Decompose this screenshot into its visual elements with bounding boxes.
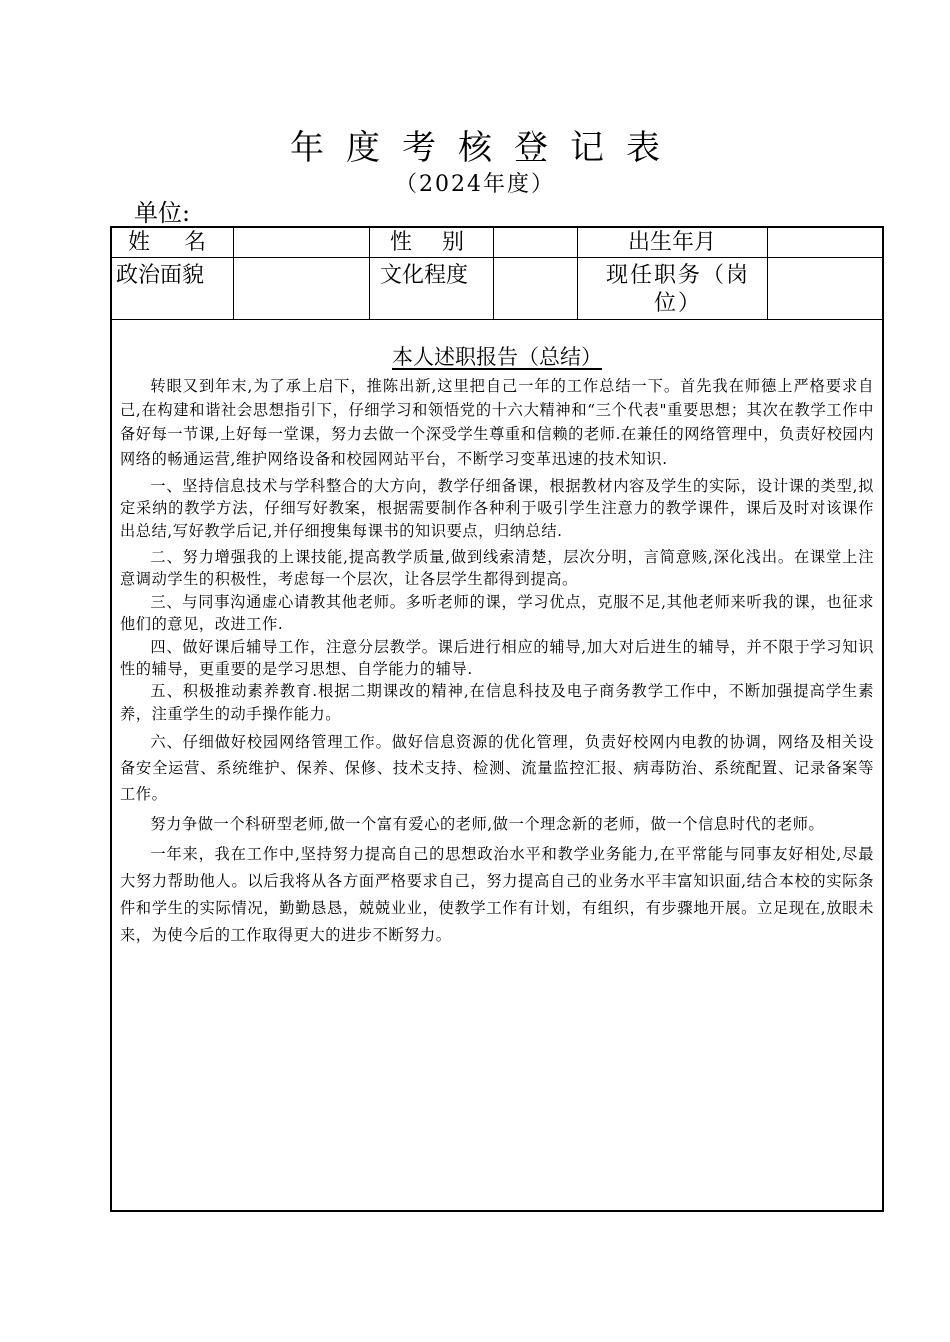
report-paragraph: 三、与同事沟通虚心请教其他老师。多听老师的课，学习优点，克服不足,其他老师来听我的课，也征求他们的意见，改进工作.: [120, 592, 874, 634]
position-value-cell[interactable]: [768, 258, 882, 320]
birth-label: 出生年月: [628, 230, 717, 255]
birth-label-cell: [578, 228, 768, 258]
gender-value-cell[interactable]: [494, 228, 578, 258]
political-value-cell[interactable]: [234, 258, 370, 320]
report-paragraph: 转眼又到年末,为了承上启下，推陈出新,这里把自己一年的工作总结一下。首先我在师德上严格要求自己,在构建和谐社会思想指引下，仔细学习和领悟党的十六大精神和“三个代表"重要思想；其次在教学工作中备好每一节课,上好每一堂课，努力去做一个深受学生尊重和信赖的老师.在兼任的网络管理中，负责好校园内网络的畅通运营,维护网络设备和校园网站平台，不断学习变革迅速的技术知识.: [120, 377, 874, 468]
education-label-cell: [370, 258, 494, 320]
unit-label: 单位:: [134, 199, 191, 227]
birth-value-cell[interactable]: [768, 228, 882, 258]
form-year: （2024年度）: [395, 172, 555, 197]
report-paragraph: 二、努力增强我的上课技能,提高教学质量,做到线索清楚，层次分明，言简意赅,深化浅出。在课堂上注意调动学生的积极性，考虑每一个层次，让各层学生都得到提高。: [120, 548, 874, 589]
report-paragraph: 一年来，我在工作中,坚持努力提高自己的思想政治水平和教学业务能力,在平常能与同事友好相处,尽最大努力帮助他人。以后我将从各方面严格要求自己，努力提高自己的业务水平丰富知识面,结合本校的实际条件和学生的实际情况，勤勤恳恳，兢兢业业，使教学工作有计划，有组织，有步骤地开展。立足现在,放眼未来，为使今后的工作取得更大的进步不断努力。: [120, 845, 874, 945]
political-label: 政治面貌: [116, 263, 205, 288]
gender-label: 性 别: [390, 230, 469, 255]
report-paragraph: 一、坚持信息技术与学科整合的大方向，教学仔细备课，根据教材内容及学生的实际，设计课的类型,拟定采纳的教学方法，仔细写好教案，根据需要制作各种利于吸引学生注意力的教学课件，课后及时对该课作出总结,写好教学后记,并仔细搜集每课书的知识要点，归纳总结.: [120, 476, 874, 540]
report-title: [112, 342, 882, 372]
education-value-cell[interactable]: [494, 258, 578, 320]
name-label-cell: [112, 228, 234, 258]
report-paragraph: 四、做好课后辅导工作，注意分层教学。课后进行相应的辅导,加大对后进生的辅导，并不限于学习知识性的辅导，更重要的是学习思想、自学能力的辅导.: [120, 637, 874, 679]
registration-form: [110, 226, 884, 1212]
form-title: 年度考核登记表: [290, 128, 682, 168]
position-label: 现任职务（岗位）: [605, 263, 750, 316]
gender-label-cell: [370, 228, 494, 258]
report-body: [120, 374, 874, 949]
education-label: 文化程度: [380, 263, 469, 288]
report-paragraph: 五、积极推动素养教育.根据二期课改的精神,在信息科技及电子商务教学工作中，不断加强提高学生素养，注重学生的动手操作能力。: [120, 682, 874, 723]
political-label-cell: [112, 258, 234, 320]
name-label: 姓 名: [128, 230, 213, 255]
report-paragraph: 努力争做一个科研型老师,做一个富有爱心的老师,做一个理念新的老师，做一个信息时代的老师。: [150, 815, 825, 834]
report-title-text: 本人述职报告（总结）: [392, 345, 602, 369]
name-value-cell[interactable]: [234, 228, 370, 258]
report-paragraph: 六、仔细做好校园网络管理工作。做好信息资源的优化管理，负责好校网内电教的协调，网络及相关设备安全运营、系统维护、保养、保修、技术支持、检测、流量监控汇报、病毒防治、系统配置、记录备案等工作。: [120, 733, 874, 804]
position-label-cell: [578, 258, 768, 320]
